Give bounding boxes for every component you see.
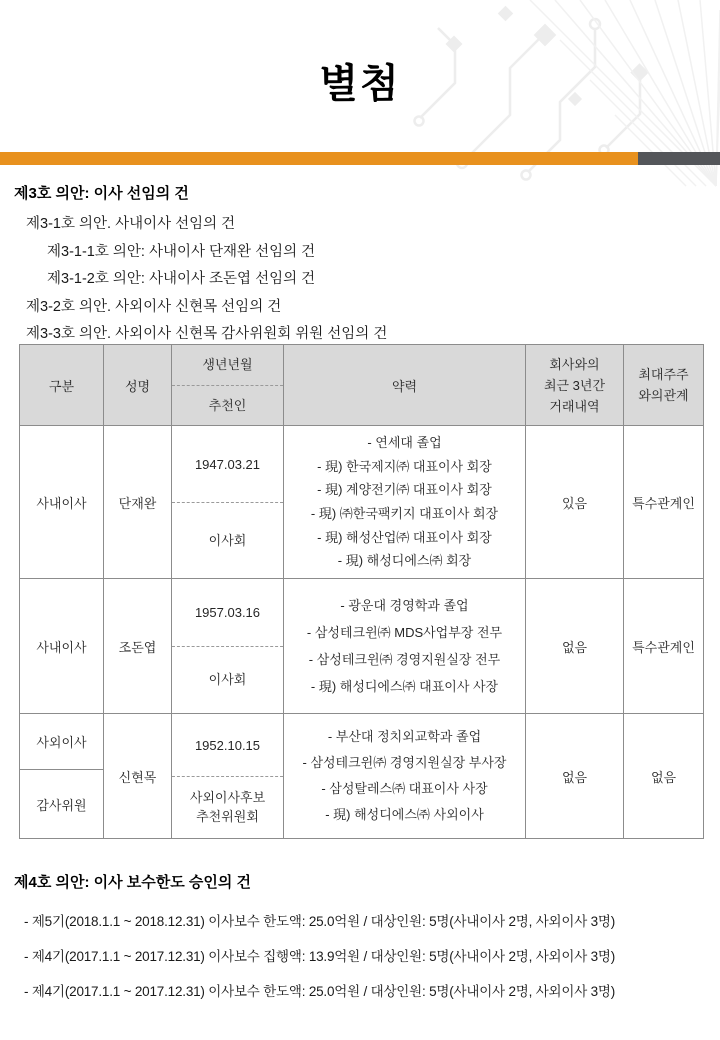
table-header-row [20, 345, 704, 426]
agenda-3-section [14, 183, 710, 349]
table-row [20, 714, 704, 770]
cell-recommender: 이사회 [208, 672, 247, 687]
cell-category: 사내이사 [20, 426, 104, 579]
cell-career: - 부산대 정치외교학과 졸업 - 삼성테크윈㈜ 경영지원실장 부사장 - 삼성탈레스㈜ 대표이사 사장 - 現) 해성디에스㈜ 사외이사 [284, 714, 526, 839]
cell-name: 단재완 [104, 426, 172, 579]
header-career: 약력 [284, 345, 526, 426]
director-candidate-table [19, 344, 704, 839]
cell-relation: 특수관계인 [624, 579, 704, 714]
agenda-4-title: 제4호 의안: 이사 보수한도 승인의 건 [14, 874, 252, 891]
agenda-3-item: 제3-1-1호 의안: 사내이사 단재완 선임의 건 [47, 243, 316, 260]
agenda-3-item: 제3-1-2호 의안: 사내이사 조돈엽 선임의 건 [47, 271, 316, 288]
cell-birth: 1957.03.16 [172, 580, 283, 647]
cell-category: 사내이사 [20, 579, 104, 714]
agenda-3-item: 제3-2호 의안. 사외이사 신현목 선임의 건 [26, 298, 282, 315]
cell-recommender: 이사회 [208, 532, 247, 548]
agenda-4-section [14, 872, 714, 1009]
accent-bar-orange [0, 152, 638, 165]
cell-birth-recommender [172, 580, 283, 713]
cell-career: - 광운대 경영학과 졸업 - 삼성테크윈㈜ MDS사업부장 전무 - 삼성테크윈㈜ 경영지원실장 전무 - 現) 해성디에스㈜ 대표이사 사장 [284, 579, 526, 714]
table-row [20, 426, 704, 579]
header-name: 성명 [104, 345, 172, 426]
cell-birth-recommender [172, 427, 283, 578]
cell-recommender: 사외이사후보 추천위원회 [189, 790, 266, 824]
page-title: 별첨 [319, 62, 401, 106]
cell-birth: 1947.03.21 [172, 427, 283, 503]
cell-transactions: 있음 [526, 426, 624, 579]
cell-transactions: 없음 [526, 579, 624, 714]
cell-transactions: 없음 [526, 714, 624, 839]
cell-category-outside-director: 사외이사 [20, 714, 104, 770]
cell-birth-recommender [172, 715, 283, 838]
cell-name: 신현목 [104, 714, 172, 839]
cell-name: 조돈엽 [104, 579, 172, 714]
agenda-4-item: - 제4기(2017.1.1 ~ 2017.12.31) 이사보수 집행액: 13.9억원 / 대상인원: 5명(사내이사 2명, 사외이사 3명) [24, 949, 616, 964]
header-birth-recommender [172, 345, 283, 425]
accent-bar-gray [638, 152, 720, 165]
header-shareholder-relation: 최대주주 와의관계 [624, 345, 704, 426]
cell-birth: 1952.10.15 [172, 715, 283, 777]
table-row [20, 579, 704, 714]
cell-career: - 연세대 졸업 - 現) 한국제지㈜ 대표이사 회장 - 現) 계양전기㈜ 대표이사 회장 - 現) ㈜한국팩키지 대표이사 회장 - 現) 해성산업㈜ 대표이사 회장 - 現) 해성디에스㈜ 회장 [284, 426, 526, 579]
header-category: 구분 [20, 345, 104, 426]
header-recommender: 추천인 [208, 397, 247, 413]
agenda-4-item: - 제5기(2018.1.1 ~ 2018.12.31) 이사보수 한도액: 25.0억원 / 대상인원: 5명(사내이사 2명, 사외이사 3명) [24, 914, 616, 929]
agenda-3-title: 제3호 의안: 이사 선임의 건 [14, 185, 189, 202]
header-transactions: 회사와의 최근 3년간 거래내역 [526, 345, 624, 426]
cell-relation: 특수관계인 [624, 426, 704, 579]
header-birth: 생년년월 [172, 345, 283, 386]
agenda-4-item: - 제4기(2017.1.1 ~ 2017.12.31) 이사보수 한도액: 25.0억원 / 대상인원: 5명(사내이사 2명, 사외이사 3명) [24, 984, 616, 999]
agenda-3-item: 제3-3호 의안. 사외이사 신현목 감사위원회 위원 선임의 건 [26, 326, 388, 343]
cell-category-audit-committee: 감사위원 [20, 770, 104, 839]
cell-relation: 없음 [624, 714, 704, 839]
agenda-3-item: 제3-1호 의안. 사내이사 선임의 건 [26, 216, 236, 232]
